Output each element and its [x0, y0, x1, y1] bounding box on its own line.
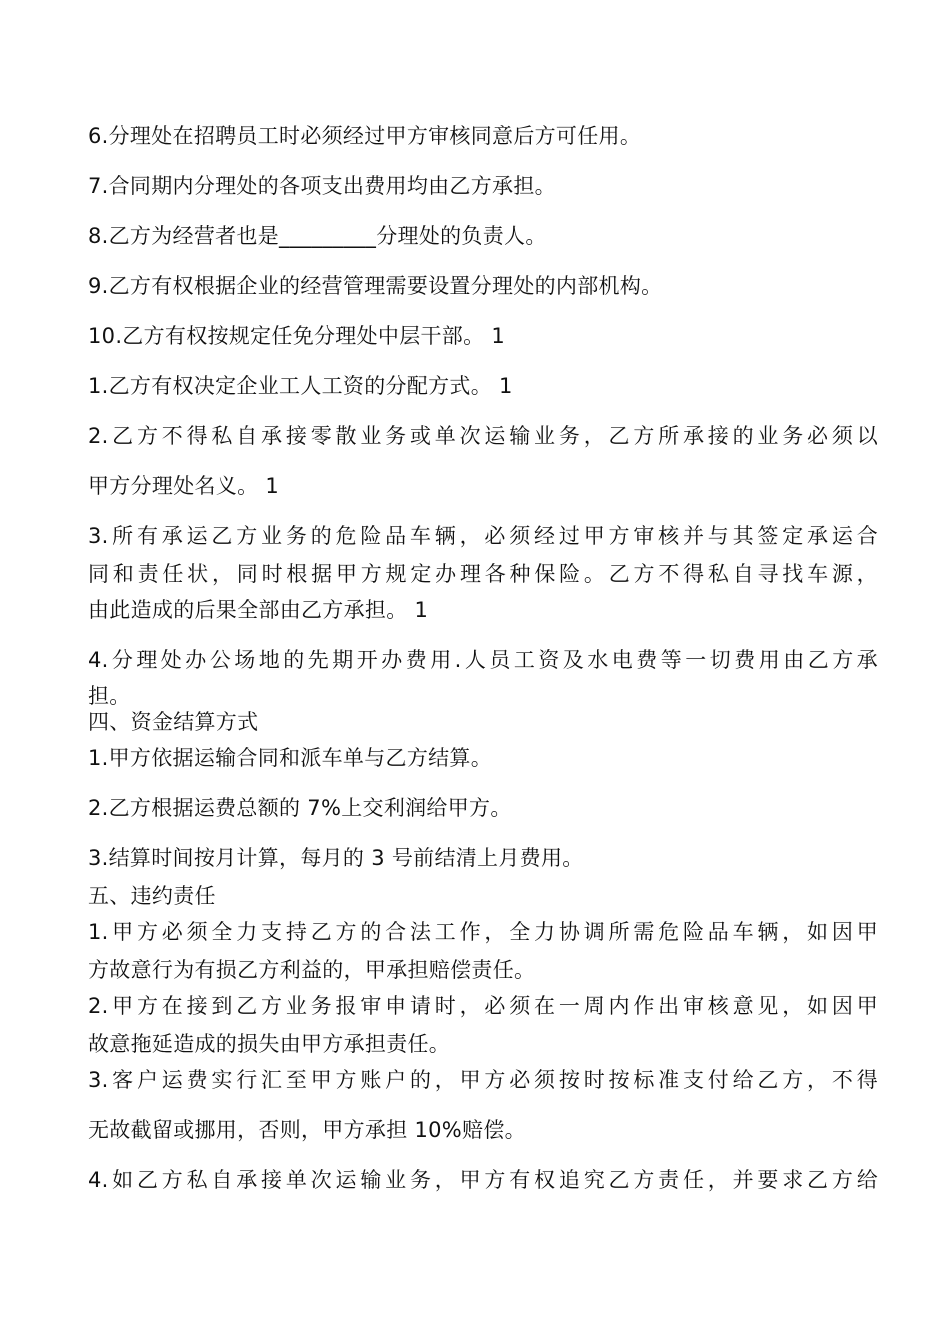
clause-4-line-1: 4.分理处办公场地的先期开办费用.人员工资及水电费等一切费用由乙方承: [88, 648, 878, 672]
section-4-heading: 四、资金结算方式: [88, 710, 259, 734]
liability-clause-3-line-1: 3.客户运费实行汇至甲方账户的，甲方必须按时按标准支付给乙方，不得: [88, 1068, 878, 1092]
clause-2-line-1: 2.乙方不得私自承接零散业务或单次运输业务，乙方所承接的业务必须以: [88, 424, 878, 448]
liability-clause-3-line-2: 无故截留或挪用，否则，甲方承担 10%赔偿。: [88, 1118, 526, 1142]
liability-clause-4-line-1: 4.如乙方私自承接单次运输业务，甲方有权追究乙方责任，并要求乙方给: [88, 1168, 878, 1192]
settlement-clause-2: 2.乙方根据运费总额的 7%上交利润给甲方。: [88, 796, 512, 820]
clause-8: 8.乙方为经营者也是_________分理处的负责人。: [88, 224, 547, 248]
liability-clause-1-line-1: 1.甲方必须全力支持乙方的合法工作，全力协调所需危险品车辆，如因甲: [88, 920, 878, 944]
clause-2-line-2: 甲方分理处名义。 1: [88, 474, 280, 498]
clause-9: 9.乙方有权根据企业的经营管理需要设置分理处的内部机构。: [88, 274, 663, 298]
clause-7: 7.合同期内分理处的各项支出费用均由乙方承担。: [88, 174, 556, 198]
liability-clause-2-line-1: 2.甲方在接到乙方业务报审申请时，必须在一周内作出审核意见，如因甲: [88, 994, 878, 1018]
clause-3-line-2: 同和责任状，同时根据甲方规定办理各种保险。乙方不得私自寻找车源，: [88, 562, 878, 586]
clause-6: 6.分理处在招聘员工时必须经过甲方审核同意后方可任用。: [88, 124, 642, 148]
clause-4-line-2: 担。: [88, 684, 131, 708]
liability-clause-1-line-2: 方故意行为有损乙方利益的，甲承担赔偿责任。: [88, 958, 536, 982]
settlement-clause-1: 1.甲方依据运输合同和派车单与乙方结算。: [88, 746, 493, 770]
settlement-clause-3: 3.结算时间按月计算，每月的 3 号前结清上月费用。: [88, 846, 584, 870]
clause-3-line-3: 由此造成的后果全部由乙方承担。 1: [88, 598, 429, 622]
clause-10: 10.乙方有权按规定任免分理处中层干部。 1: [88, 324, 506, 348]
clause-3-line-1: 3.所有承运乙方业务的危险品车辆，必须经过甲方审核并与其签定承运合: [88, 524, 878, 548]
liability-clause-2-line-2: 故意拖延造成的损失由甲方承担责任。: [88, 1032, 451, 1056]
clause-1: 1.乙方有权决定企业工人工资的分配方式。 1: [88, 374, 513, 398]
section-5-heading: 五、违约责任: [88, 884, 216, 908]
